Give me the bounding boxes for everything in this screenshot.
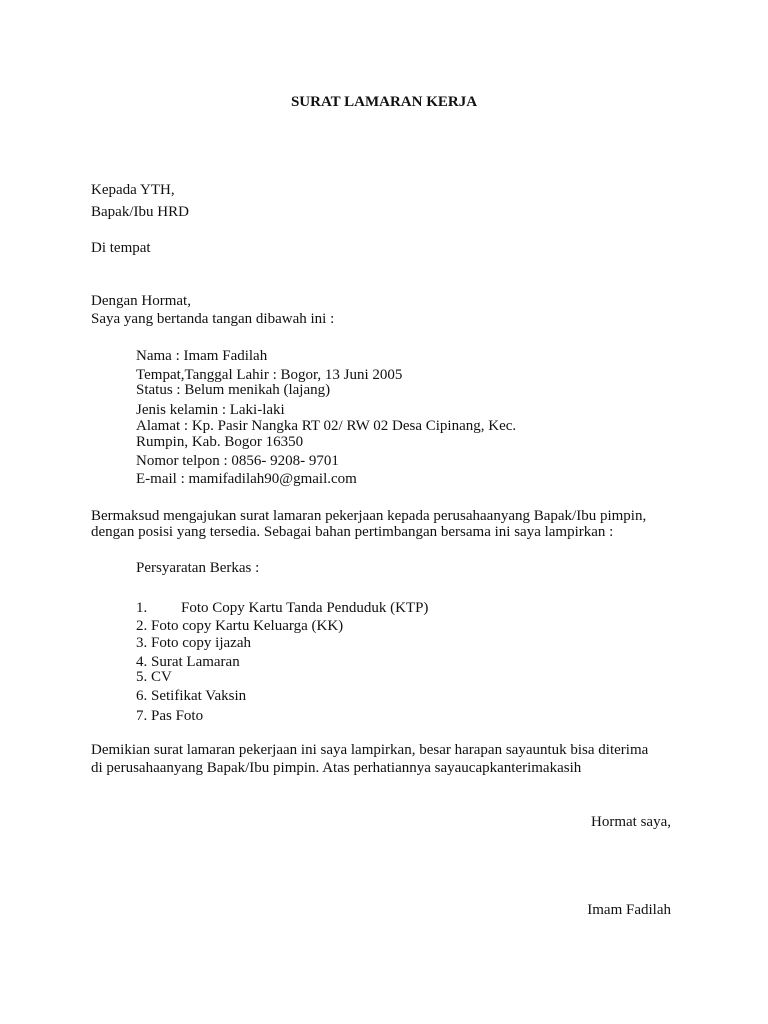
- list-item: 5. CV: [136, 669, 172, 685]
- identity-phone: Nomor telpon : 0856- 9208- 9701: [136, 453, 339, 469]
- identity-address-1: Alamat : Kp. Pasir Nangka RT 02/ RW 02 Desa Cipinang, Kec.: [136, 418, 517, 434]
- letter-title: SURAT LAMARAN KERJA: [290, 94, 478, 110]
- recipient-line-2: Bapak/Ibu HRD: [91, 204, 189, 220]
- list-item: 3. Foto copy ijazah: [136, 635, 251, 651]
- identity-email: E-mail : mamifadilah90@gmail.com: [136, 471, 357, 487]
- closing-line-2: di perusahaanyang Bapak/Ibu pimpin. Atas perhatiannya sayaucapkanterimakasih: [91, 760, 582, 776]
- list-item-number: 1.: [136, 600, 148, 616]
- requirements-heading: Persyaratan Berkas :: [136, 560, 260, 576]
- purpose-line-1: Bermaksud mengajukan surat lamaran pekerjaan kepada perusahaanyang Bapak/Ibu pimpin,: [91, 508, 647, 524]
- signature-name: Imam Fadilah: [587, 902, 671, 918]
- closing-line-1: Demikian surat lamaran pekerjaan ini saya lampirkan, besar harapan sayauntuk bisa diterima: [91, 742, 649, 758]
- recipient-line-3: Di tempat: [91, 240, 151, 256]
- identity-birth: Tempat,Tanggal Lahir : Bogor, 13 Juni 2005: [136, 367, 403, 383]
- list-item: 2. Foto copy Kartu Keluarga (KK): [136, 618, 344, 634]
- list-item: 7. Pas Foto: [136, 708, 204, 724]
- list-item: 6. Setifikat Vaksin: [136, 688, 247, 704]
- identity-name: Nama : Imam Fadilah: [136, 348, 268, 364]
- identity-status: Status : Belum menikah (lajang): [136, 382, 331, 398]
- identity-gender: Jenis kelamin : Laki-laki: [136, 402, 285, 418]
- intro-text: Saya yang bertanda tangan dibawah ini :: [91, 311, 335, 327]
- signoff: Hormat saya,: [591, 814, 671, 830]
- recipient-line-1: Kepada YTH,: [91, 182, 175, 198]
- greeting: Dengan Hormat,: [91, 293, 191, 309]
- purpose-line-2: dengan posisi yang tersedia. Sebagai bahan pertimbangan bersama ini saya lampirkan :: [91, 524, 614, 540]
- list-item: Foto Copy Kartu Tanda Penduduk (KTP): [181, 600, 429, 616]
- list-item: 4. Surat Lamaran: [136, 654, 240, 670]
- identity-address-2: Rumpin, Kab. Bogor 16350: [136, 434, 304, 450]
